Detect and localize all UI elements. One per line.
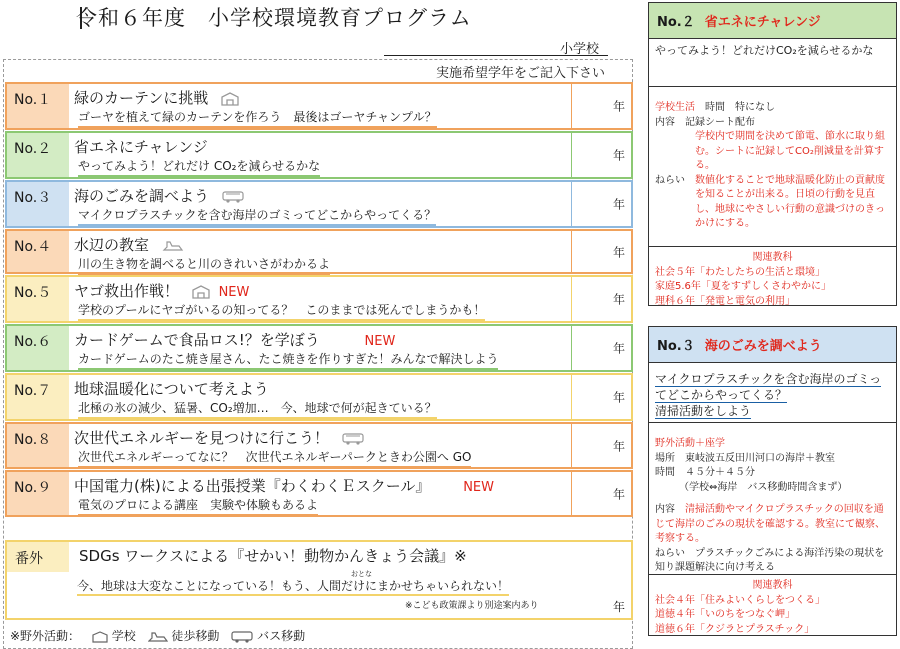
program-title: 海のごみを調べよう	[74, 187, 210, 205]
program-title: 省エネにチャレンジ	[74, 138, 208, 156]
time-note: （学校⇔海岸 バス移動時間含まず）	[679, 481, 848, 493]
bus-icon	[222, 191, 244, 203]
program-number: No.５	[14, 285, 52, 301]
new-badge: NEW	[463, 480, 494, 495]
school-icon	[92, 631, 108, 643]
program-description: 今、地球は大変なことになっている！もう、人間だけにまかせちゃいられない！	[77, 577, 509, 596]
program-row-3	[5, 180, 633, 228]
content-text: 清掃活動やマイクロプラスチックの回収を通じて海岸のごみの現状を確認する。教室にて観察、考察する。	[655, 504, 885, 544]
location-label: 学校生活	[655, 102, 695, 113]
time-value: 特になし	[735, 102, 775, 113]
program-number: No.３	[14, 190, 52, 206]
place-label: 場所	[655, 452, 675, 464]
program-description: マイクロプラスチックを含む海岸のゴミってどこからやってくる？	[78, 206, 436, 226]
program-number: No.９	[14, 480, 52, 496]
panel-tagline: やってみよう！どれだけCO₂を減らせるかな	[649, 39, 896, 87]
school-label: 小学校	[560, 42, 600, 57]
related-item: 社会４年「住みよいくらしをつくる」	[655, 594, 825, 606]
panel-number: No.２	[657, 15, 695, 30]
panel-header	[649, 327, 896, 363]
panel-number: No.３	[657, 339, 695, 354]
school-icon	[221, 92, 239, 106]
grade-entry-cell[interactable]: 年	[612, 390, 625, 405]
program-description: 電気のプロによる講座 実験や体験もあるよ	[78, 496, 318, 516]
content-label: 内容	[655, 504, 675, 515]
content-label: 内容	[655, 116, 675, 128]
aim-text: プラスチックごみによる海洋汚染の現状を知り課題解決に向け考える	[655, 547, 885, 573]
program-description: カードゲームのたこ焼き屋さん、たこ焼きを作りすぎた！みんなで解決しよう	[78, 350, 498, 370]
program-number: No.７	[14, 383, 52, 399]
grade-entry-cell[interactable]: 年	[612, 245, 625, 259]
new-badge: NEW	[218, 285, 250, 300]
related-item: 道徳６年「クジラとプラスチック」	[655, 623, 815, 635]
legend-school: 学校	[111, 629, 136, 643]
bus-icon	[231, 631, 253, 643]
content-lead: 記録シート配布	[685, 116, 755, 128]
walking-icon	[148, 632, 168, 642]
program-title: ヤゴ救出作戦！	[74, 282, 180, 300]
related-item: 家庭5.6年「夏をすずしくさわやかに」	[655, 281, 832, 292]
panel-title: 海のごみを調べよう	[704, 339, 822, 354]
grade-entry-cell[interactable]: 年	[612, 292, 625, 307]
related-subjects	[649, 247, 896, 305]
school-icon	[192, 285, 210, 299]
grade-entry-cell[interactable]: 年	[612, 439, 625, 453]
program-row-2	[5, 131, 633, 179]
program-description: 川の生き物を調べると川のきれいさがわかるよ	[78, 255, 330, 275]
program-number: No.２	[14, 141, 52, 157]
activity-type: 野外活動＋座学	[655, 438, 725, 449]
program-number: No.４	[14, 239, 52, 255]
time-label: 時間	[705, 102, 725, 113]
program-row-bangai	[5, 540, 633, 620]
legend-prefix: ※野外活動：	[10, 629, 81, 643]
program-description: 学校のプールにヤゴがいるの知ってる？ このままでは死んでしまうかも！	[78, 301, 485, 321]
panel-header	[649, 3, 896, 39]
program-title: 水辺の教室	[74, 236, 150, 254]
program-row-6	[5, 324, 633, 372]
page-title: 令和６年度 小学校環境教育プログラム	[76, 6, 472, 30]
program-description: やってみよう！どれだけ CO₂を減らせるかな	[78, 157, 320, 177]
legend-bus: バス移動	[257, 629, 306, 643]
bus-icon	[342, 433, 364, 445]
program-number: No.８	[14, 432, 52, 448]
new-badge: NEW	[364, 334, 396, 349]
program-description: 北極の氷の減少、猛暑、CO₂増加… 今、地球で何が起きている？	[78, 399, 437, 419]
program-row-9	[5, 470, 633, 517]
grade-request-note: 実施希望学年をご記入下さい	[436, 66, 606, 81]
time-label: 時間	[655, 467, 675, 478]
program-title: 中国電力(株)による出張授業『わくわくＥスクール』	[74, 477, 431, 495]
place-value: 東岐波五反田川河口の海岸＋教室	[685, 452, 835, 464]
program-title: 緑のカーテンに挑戦	[74, 89, 209, 107]
program-number: 番外	[15, 551, 43, 567]
panel-tagline	[649, 363, 896, 423]
detail-panel-no2	[648, 2, 897, 306]
panel-details	[649, 423, 896, 575]
related-title: 関連教科	[752, 580, 793, 591]
tagline-1: マイクロプラスチックを含む海岸のゴミってどこからやってくる？	[655, 372, 882, 403]
program-number: No.６	[14, 334, 52, 350]
content-text: 学校内で期間を決めて節電、節水に取り組む。シートに記録してCO₂削減量を計算する。	[695, 131, 885, 171]
program-row-8	[5, 422, 633, 469]
grade-entry-cell[interactable]: 年	[612, 487, 625, 501]
walking-icon	[162, 240, 184, 252]
related-item: 理科６年「発電と電気の利用」	[655, 295, 795, 307]
bangai-note: ※こども政策課より別途案内あり	[405, 601, 539, 611]
grade-entry-cell[interactable]: 年	[612, 600, 625, 614]
activity-legend	[10, 627, 313, 644]
time-value: ４５分＋４５分	[685, 467, 755, 478]
grade-entry-cell[interactable]: 年	[612, 99, 625, 114]
program-title: 次世代エネルギーを見つけに行こう！	[74, 429, 330, 447]
program-description: ゴーヤを植えて緑のカーテンを作ろう 最後はゴーヤチャンプル？	[78, 108, 437, 128]
program-title: SDGs ワークスによる『せかい！動物かんきょう会議』※	[79, 547, 467, 565]
panel-title: 省エネにチャレンジ	[704, 15, 821, 30]
aim-label: ねらい	[655, 174, 685, 186]
program-row-7	[5, 373, 633, 421]
program-row-1	[5, 82, 633, 130]
related-item: 社会５年「わたしたちの生活と環境」	[655, 266, 825, 278]
legend-walk: 徒歩移動	[171, 629, 220, 643]
aim-text: 数値化することで地球温暖化防止の貢献度を知ることが出来る。日頃の行動を見直し、地球にやさしい行動の意識づけのきっかけにする。	[695, 174, 885, 229]
related-subjects	[649, 575, 896, 635]
program-title: カードゲームで食品ロス!？を学ぼう	[74, 331, 320, 349]
program-row-5	[5, 275, 633, 323]
tagline-2: 清掃活動をしよう	[655, 404, 752, 419]
grade-entry-cell[interactable]: 年	[612, 148, 625, 163]
panel-details	[649, 87, 896, 247]
grade-entry-cell[interactable]: 年	[612, 197, 625, 212]
related-title: 関連教科	[752, 252, 793, 263]
program-row-4	[5, 229, 633, 274]
aim-label: ねらい	[655, 547, 685, 559]
grade-entry-cell[interactable]: 年	[612, 341, 625, 356]
program-title: 地球温暖化について考えよう	[74, 380, 269, 398]
detail-panel-no3	[648, 326, 897, 636]
related-item: 道徳４年「いのちをつなぐ岬」	[655, 609, 795, 620]
program-description: 次世代エネルギーってなに？ 次世代エネルギーパークときわ公園へ GO	[78, 448, 471, 468]
program-number: No.１	[14, 92, 52, 108]
ruby-otona: おとな	[351, 570, 372, 578]
